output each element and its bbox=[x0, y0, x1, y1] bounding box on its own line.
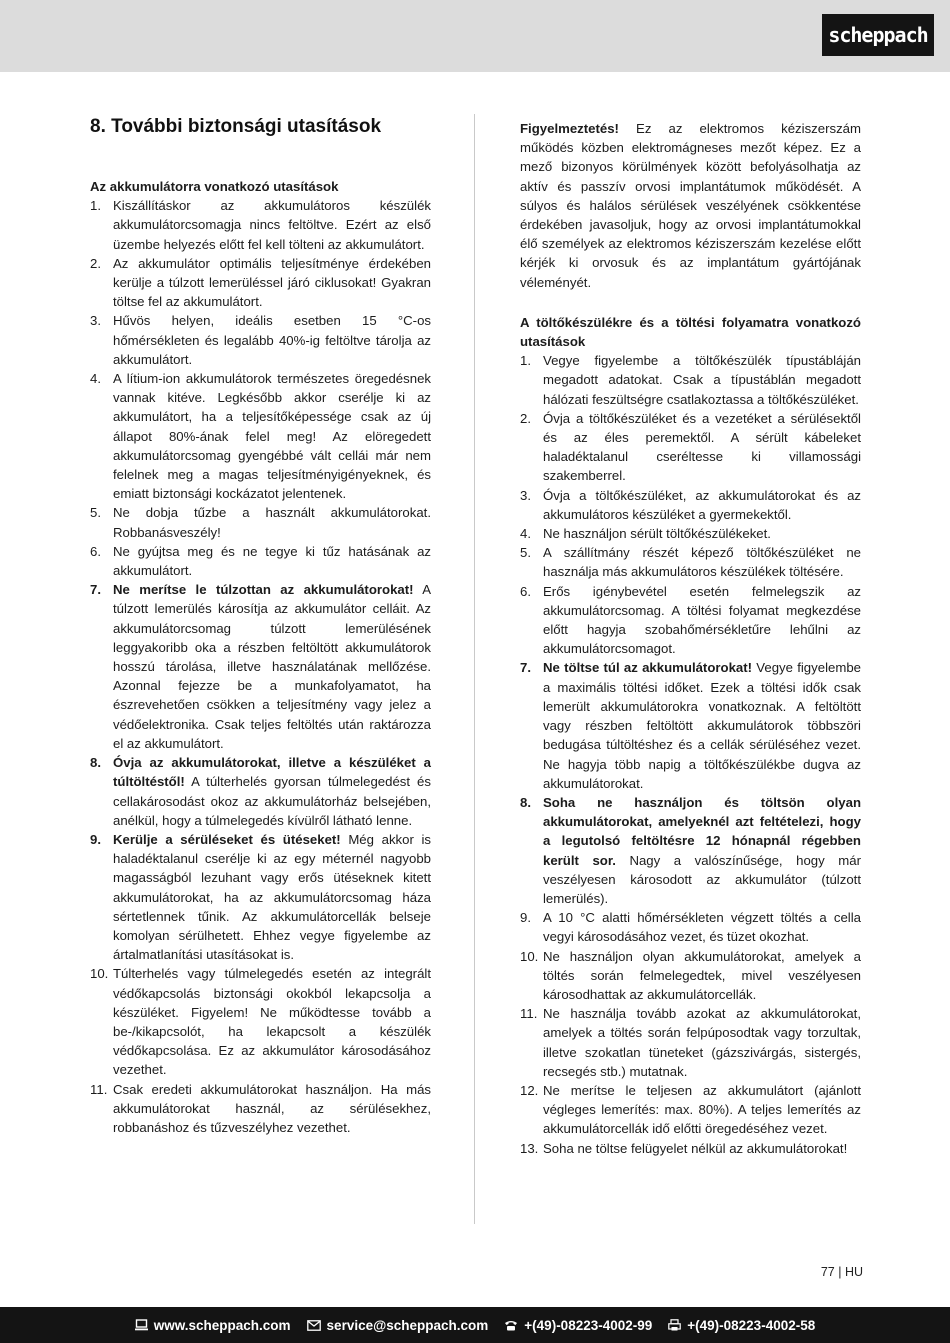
item-number: 10. bbox=[90, 966, 109, 982]
item-number: 1. bbox=[520, 353, 531, 369]
item-number: 9. bbox=[90, 831, 101, 847]
phone-icon bbox=[504, 1320, 518, 1331]
item-text: Ne merítse le teljesen az akkumulátort (ajánlott végleges lemerítés: max. 80%). A teljes lemerítés az akkumulátorcellák idő előtti öregedéséhez vezet. bbox=[543, 1082, 861, 1137]
charger-instruction-item bbox=[520, 486, 861, 524]
item-body bbox=[113, 580, 431, 753]
email-text: service@scheppach.com bbox=[326, 1317, 489, 1333]
item-text: Az akkumulátor optimális teljesítménye érdekében kerülje a túlzott lemerüléssel járó ciklusokat! Gyakran töltse fel az akkumulátort. bbox=[113, 255, 431, 310]
item-emphasis: Soha ne használjon és töltsön olyan akkumulátorokat, amelyeknél azt feltételezi, hogy a legutolsó feltöltésre 12 hónapnál régebben került sor. bbox=[543, 794, 861, 868]
item-text: Ne használjon sérült töltőkészülékeket. bbox=[543, 526, 771, 542]
scheppach-logo: scheppach bbox=[822, 14, 934, 56]
item-text: Ne dobja tűzbe a használt akkumulátorokat. Robbanásveszély! bbox=[113, 505, 431, 540]
item-text: Csak eredeti akkumulátorokat használjon. Ha más akkumulátorokat használ, az sérülésekhez, robbanáshoz és tűzveszélyhez vezethet. bbox=[113, 1081, 431, 1135]
phone-text: +(49)-08223-4002-99 bbox=[524, 1317, 653, 1333]
item-number: 8. bbox=[90, 755, 101, 771]
item-body bbox=[113, 1080, 431, 1138]
charger-instructions-list bbox=[520, 351, 861, 1158]
footer-phone[interactable] bbox=[504, 1318, 652, 1333]
item-body bbox=[113, 753, 431, 830]
item-body bbox=[543, 1139, 861, 1158]
item-number: 5. bbox=[90, 505, 101, 521]
item-text: Vegye figyelembe a töltőkészülék típustábláján megadott adatokat. Csak a típustáblán megadott hálózati feszültségre csatlakoztassa a töltőkészüléket. bbox=[543, 353, 861, 407]
footer-website[interactable] bbox=[135, 1318, 291, 1333]
charger-instruction-item bbox=[520, 1081, 861, 1139]
page-number: 77 | HU bbox=[820, 1265, 863, 1279]
item-text: Nagy a valószínűsége, hogy már veszélyesen károsodott az akkumulátor (túlzott lemerülés). bbox=[543, 852, 861, 906]
item-number: 4. bbox=[90, 371, 101, 387]
item-body bbox=[543, 1081, 861, 1139]
item-number: 6. bbox=[90, 543, 101, 559]
item-emphasis: Ne töltse túl az akkumulátorokat! bbox=[543, 660, 753, 676]
item-body bbox=[543, 1004, 861, 1081]
item-text: Óvja a töltőkészüléket és a vezetéket a sérülésektől és az éles peremektől. A sérült kábeleket haladéktalanul cseréltesse ki villamossági szakemberrel. bbox=[543, 410, 861, 484]
item-number: 9. bbox=[520, 910, 531, 926]
charger-instruction-item bbox=[520, 351, 861, 409]
item-text: Óvja a töltőkészüléket, az akkumulátorokat és az akkumulátoros készüléket a gyermekektől. bbox=[543, 487, 861, 522]
item-text: Vegye figyelembe a maximális töltési időket. Ezek a töltési idők csak lemerült akkumulátorokra vonatkoznak. A feltöltött vagy részben feltöltött akkumulátorok többszöri bedugása túltöltéshez és a cellák sérüléséhez vezet. Ne hagyja több napig a töltőkészülékbe dugva az akkumulátorokat. bbox=[543, 660, 861, 791]
battery-instructions-list bbox=[90, 196, 431, 1137]
item-body bbox=[543, 582, 861, 659]
item-number: 3. bbox=[520, 487, 531, 503]
item-emphasis: Ne merítse le túlzottan az akkumulátorokat! bbox=[113, 582, 414, 598]
charger-instruction-item bbox=[520, 543, 861, 581]
charger-instructions-heading: A töltőkészülékre és a töltési folyamatra vonatkozó utasítások bbox=[520, 314, 861, 350]
battery-instructions-heading: Az akkumulátorra vonatkozó utasítások bbox=[90, 179, 339, 194]
footer-email[interactable] bbox=[307, 1318, 489, 1333]
item-number: 2. bbox=[520, 410, 531, 426]
charger-instruction-item bbox=[520, 793, 861, 908]
website-text: www.scheppach.com bbox=[153, 1317, 291, 1333]
item-number: 8. bbox=[520, 794, 531, 810]
item-body bbox=[543, 908, 861, 946]
item-text: Túlterhelés vagy túlmelegedés esetén az integrált védőkapcsolás biztonsági okokból lekapcsolja a készüléket. Figyelem! Ne működtesse tovább a be-/kikapcsolót, ha lekapcsolt a készülék védőkapcsolása. Ez az akkumulátor károsodásához vezethet. bbox=[113, 966, 431, 1078]
battery-instruction-item bbox=[90, 830, 431, 964]
item-number: 3. bbox=[90, 313, 101, 329]
item-text: Ne gyújtsa meg és ne tegye ki tűz hatásának az akkumulátort. bbox=[113, 543, 431, 579]
fax-text: +(49)-08223-4002-58 bbox=[687, 1317, 816, 1333]
charger-instruction-item bbox=[520, 1139, 861, 1158]
computer-icon bbox=[135, 1319, 148, 1331]
battery-instruction-item bbox=[90, 369, 431, 503]
item-number: 13. bbox=[520, 1140, 539, 1156]
item-number: 2. bbox=[90, 255, 101, 271]
item-emphasis: Kerülje a sérüléseket és ütéseket! bbox=[113, 831, 341, 847]
charger-instruction-item bbox=[520, 409, 861, 486]
item-number: 6. bbox=[520, 583, 531, 599]
battery-instruction-item bbox=[90, 311, 431, 369]
column-divider bbox=[474, 114, 475, 1224]
battery-instruction-item bbox=[90, 503, 431, 541]
left-column bbox=[90, 177, 431, 1137]
item-number: 11. bbox=[90, 1081, 108, 1097]
item-text: Kiszállításkor az akkumulátoros készülék akkumulátorcsomagja nincs feltöltve. Ezért az első üzembe helyezés előtt fel kell tölteni az akkumulátort. bbox=[113, 198, 431, 252]
emf-warning bbox=[520, 119, 861, 292]
item-text: A szállítmány részét képező töltőkészüléket ne használja más akkumulátoros készülékek töltésére. bbox=[543, 545, 861, 580]
header-bar bbox=[0, 0, 950, 72]
battery-instruction-item bbox=[90, 580, 431, 753]
page-title: 8. További biztonsági utasítások bbox=[90, 116, 382, 137]
battery-instruction-item bbox=[90, 254, 431, 312]
charger-instruction-item bbox=[520, 1004, 861, 1081]
battery-instruction-item bbox=[90, 753, 431, 830]
right-column bbox=[520, 119, 861, 1158]
warning-text: Ez az elektromos kéziszerszám működés közben elektromágneses mezőt képez. Ez a mező bizonyos körülmények között befolyásolhatja az aktív és passzív orvosi implantátumok működését. A súlyos és halálos sérülések veszélyének csökkentése érdekében javasoljuk, hogy az orvosi implantátumokkal élő személyek az elektromos kéziszerszám kezelése előtt kérjék ki orvosuk és az implantátum gyártójának véleményét. bbox=[520, 121, 861, 290]
item-body bbox=[113, 196, 431, 254]
item-text: Még akkor is haladéktalanul cserélje ki az egy méternél nagyobb magasságból lezuhant vagy erős ütéseknek kitett akkumulátorokat, ha az akkumulátorcsomag háza sértetlennek tűnik. Az akkumulátorcellák belseje komolyan sérülhetett. Ehhez vegye figyelembe az ártalmatlanítási utasításokat is. bbox=[113, 831, 431, 963]
item-body bbox=[543, 351, 861, 409]
item-body bbox=[113, 964, 431, 1079]
item-body bbox=[543, 947, 861, 1005]
battery-instruction-item bbox=[90, 1080, 431, 1138]
item-number: 7. bbox=[90, 582, 101, 598]
item-body bbox=[113, 369, 431, 503]
item-body bbox=[543, 793, 861, 908]
item-body bbox=[113, 311, 431, 369]
item-body bbox=[113, 254, 431, 312]
item-number: 11. bbox=[520, 1006, 538, 1022]
item-number: 1. bbox=[90, 198, 101, 214]
item-text: A túlzott lemerülés károsítja az akkumulátor celláit. Az akkumulátorcsomag túlzott lemerülésének leggyakoribb oka a részben feltöltött akkumulátorok hosszú tárolása, illetve használatának mellőzése. Azonnal fejezze be a munkafolyamatot, ha észrevehetően csökken a teljesítmény vagy jelez a védőelektronika. Csak teljes feltöltés után raktározza el az akkumulátort. bbox=[113, 582, 431, 751]
fax-icon bbox=[668, 1319, 681, 1331]
footer-fax[interactable] bbox=[668, 1318, 815, 1333]
mail-icon bbox=[307, 1320, 321, 1331]
item-body bbox=[113, 503, 431, 541]
item-number: 7. bbox=[520, 660, 531, 676]
charger-instruction-item bbox=[520, 908, 861, 946]
battery-instruction-item bbox=[90, 196, 431, 254]
item-text: A túlterhelés gyorsan túlmelegedést és cellakárosodást okoz az akkumulátorház belsejében, anélkül, hogy a túlmelegedés kívülről látható lenne. bbox=[113, 774, 431, 828]
item-text: A 10 °C alatti hőmérsékleten végzett töltés a cella vegyi károsodásához vezet, és tüzet okozhat. bbox=[543, 910, 861, 945]
item-text: Erős igénybevétel esetén felmelegszik az akkumulátorcsomag. A töltési folyamat megkezdése előtt hagyja szobahőmérsékletűre lehűlni az akkumulátorcsomagot. bbox=[543, 583, 861, 657]
item-emphasis: Óvja az akkumulátorokat, illetve a készüléket a túltöltéstől! bbox=[113, 755, 431, 790]
footer-bar bbox=[0, 1307, 950, 1343]
item-body bbox=[113, 830, 431, 964]
item-text: Ne használja tovább azokat az akkumulátorokat, amelyek a töltés során felpúposodtak vagy torzultak, illetve szokatlan tüneteket (gázszivárgás, sistergés, recsegés stb.) mutatnak. bbox=[543, 1006, 861, 1079]
item-text: Ne használjon olyan akkumulátorokat, amelyek a töltés során felmelegedtek, mivel veszélyesen károsodhattak az akkumulátorcellák. bbox=[543, 948, 861, 1002]
item-body bbox=[543, 486, 861, 524]
item-number: 12. bbox=[520, 1082, 539, 1098]
item-number: 5. bbox=[520, 545, 531, 561]
item-number: 4. bbox=[520, 526, 531, 542]
charger-instruction-item bbox=[520, 947, 861, 1005]
charger-instruction-item bbox=[520, 524, 861, 543]
item-body bbox=[543, 658, 861, 792]
item-body bbox=[543, 543, 861, 581]
item-text: Hűvös helyen, ideális esetben 15 °C-os hőmérsékleten és legalább 40%-ig feltöltve tárolja az akkumulátort. bbox=[113, 313, 431, 367]
battery-instruction-item bbox=[90, 542, 431, 580]
charger-instruction-item bbox=[520, 658, 861, 792]
battery-instruction-item bbox=[90, 964, 431, 1079]
item-text: A lítium-ion akkumulátorok természetes öregedésnek vannak kitéve. Legkésőbb akkor cserélje ki az akkumulátort, ha a teljesítőképessége csak az új állapot 80%-ának felel meg! Az elöregedett akkumulátorcsomag gyengébbé vált cellái már nem felelnek meg a magas teljesítményigényeknek, és emiatt biztonsági kockázatot jelentenek. bbox=[113, 371, 431, 502]
item-body bbox=[543, 524, 861, 543]
warning-label: Figyelmeztetés! bbox=[520, 121, 619, 136]
charger-instruction-item bbox=[520, 582, 861, 659]
item-body bbox=[543, 409, 861, 486]
item-body bbox=[113, 542, 431, 580]
item-text: Soha ne töltse felügyelet nélkül az akkumulátorokat! bbox=[543, 1140, 848, 1156]
item-number: 10. bbox=[520, 948, 539, 964]
